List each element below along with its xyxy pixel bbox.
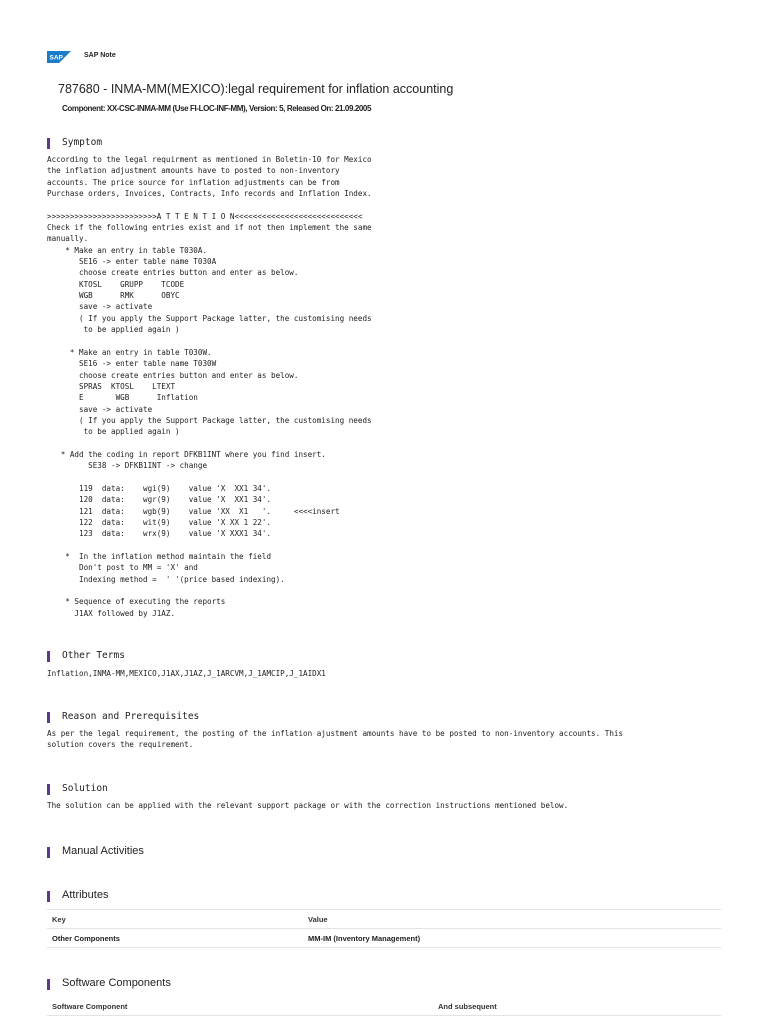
section-accent-bar <box>47 784 50 795</box>
col-value: Value <box>308 915 328 924</box>
reason-body: As per the legal requirement, the posting of the inflation ajustment amounts have to be posted to non-inventory accounts. This solution covers the requirement. <box>47 729 624 750</box>
section-accent-bar <box>47 138 50 149</box>
sap-logo-icon <box>47 51 71 63</box>
attribute-value: MM-IM (Inventory Management) <box>308 934 421 943</box>
section-accent-bar <box>47 891 50 902</box>
col-and-subsequent: And subsequent <box>438 1002 497 1011</box>
attributes-table-header <box>47 909 721 929</box>
attributes-table <box>47 909 721 948</box>
section-accent-bar <box>47 651 50 662</box>
solution-body: The solution can be applied with the relevant support package or with the correction instructions mentioned below. <box>47 801 569 810</box>
component-line: Component: XX-CSC-INMA-MM (Use FI-LOC-INF-MM), Version: 5, Released On: 21.09.2005 <box>62 104 372 113</box>
attributes-heading-text: Attributes <box>62 889 109 901</box>
section-accent-bar <box>47 979 50 990</box>
attribute-key: Other Components <box>52 934 120 943</box>
other-terms-body: Inflation,INMA-MM,MEXICO,J1AX,J1AZ,J_1ARCVM,J_1AMCIP,J_1AIDX1 <box>47 669 326 678</box>
other-terms-heading-text: Other Terms <box>62 650 125 661</box>
section-accent-bar <box>47 847 50 858</box>
symptom-body: According to the legal requirment as mentioned in Boletin-10 for Mexico the inflation adjustment amounts have to posted to non-inventory accounts. The price source for inflation adjustments can be from Purchase orders, Invoices, Contracts, Info records and Inflation Index. >>>>>>>>>>>>>>>>>>>>>>>>A T T E N T I O N<<<<<<<<<<<<<<<<<<<<<<<<<<<< Check if the following entries exist and if not then implement the same manually. * Make an entry in table T030A. SE16 -> enter table name T030A choose create entries button and enter as below. KTOSL GRUPP TCODE WGB RMK OBYC save -> activate ( If you apply the Support Package latter, the customising needs to be applied again ) * Make an entry in table T030W. SE16 -> enter table name T030W choose create entries button and enter as below. SPRAS KTOSL LTEXT E WGB Inflation save -> activate ( If you apply the Support Package latter, the customising needs to be applied again ) * Add the coding in report DFKB1INT where you find insert. SE38 -> DFKB1INT -> change 119 data: wgi(9) value 'X XX1 34'. 120 data: wgr(9) value 'X XX1 34'. 121 data: wgb(9) value 'XX X1 '. <<<<insert 122 data: wit(9) value 'X XX 1 22'. 123 data: wrx(9) value 'X XXX1 34'. * In the inflation method maintain the field Don't post to MM = 'X' and Indexing method = ' '(price based indexing). * Sequence of executing the reports J1AX followed by J1AZ. <box>47 155 372 618</box>
software-components-heading-text: Software Components <box>62 977 171 989</box>
sap-note-label: SAP Note <box>84 52 116 59</box>
page-title: 787680 - INMA-MM(MEXICO):legal requirement for inflation accounting <box>58 82 454 96</box>
symptom-heading-text: Symptom <box>62 137 103 148</box>
col-software-component: Software Component <box>52 1002 128 1011</box>
col-key: Key <box>52 915 66 924</box>
software-components-table-header <box>47 997 721 1016</box>
reason-heading-text: Reason and Prerequisites <box>62 711 200 722</box>
software-components-table <box>47 997 721 1016</box>
solution-heading-text: Solution <box>62 783 108 794</box>
manual-activities-heading-text: Manual Activities <box>62 845 144 857</box>
table-row <box>47 929 721 948</box>
section-accent-bar <box>47 712 50 723</box>
sap-logo-text: SAP <box>49 54 63 62</box>
